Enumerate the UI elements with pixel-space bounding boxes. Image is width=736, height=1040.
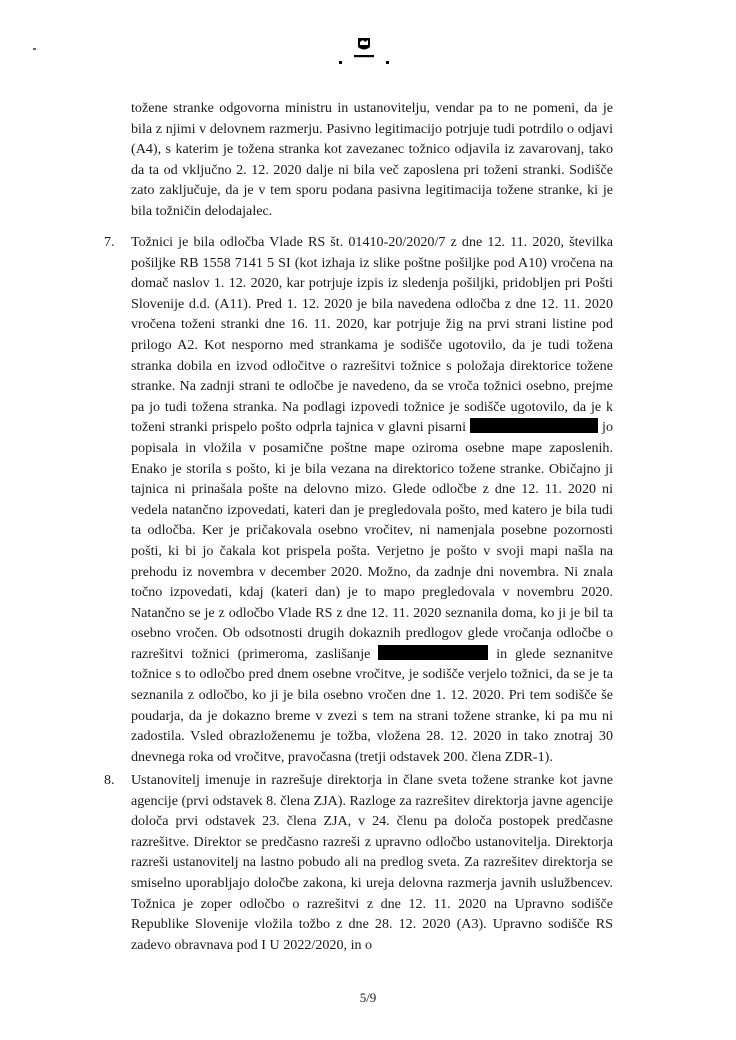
redacted-name-1 bbox=[470, 418, 598, 433]
paragraph-number-8: 8. bbox=[104, 772, 115, 788]
coat-of-arms-icon bbox=[337, 34, 391, 66]
paragraph-7-part3: in glede seznanitve tožnice s to odločbo pred dnem osebne vročitve, je sodišče verjelo tožnici, da se je ta seznanila z odločbo, ko ji je bila osebno vročen dne 1. 12. 2020. Pri tem sodišče še poudarja, da je dokazno breme v zvezi s tem na strani tožene stranke, ki pa mu ni zadostila. Vsled obrazloženemu je tožba, vložena 28. 12. 2020 in tako znotraj 30 dnevnega roka od vročitve, pravočasna (tretji odstavek 200. člena ZDR-1). bbox=[131, 645, 613, 765]
scan-artifact bbox=[33, 48, 36, 50]
page-number: 5/9 bbox=[359, 990, 377, 1005]
paragraph-7 bbox=[131, 232, 613, 767]
paragraph-number-7: 7. bbox=[104, 234, 115, 250]
paragraph-continuation: tožene stranke odgovorna ministru in ustanovitelju, vendar pa to ne pomeni, da je bila z njimi v delovnem razmerju. Pasivno legitimacijo potrjuje tudi potrdilo o odjavi (A4), s katerim je tožena stranka kot zavezanec tožnico odjavila iz zavarovanj, tako da ta od vključno 2. 12. 2020 dalje ni bila več zaposlena pri toženi stranki. Sodišče zato zaključuje, da je v tem sporu podana pasivna legitimacija tožene stranke, ki je bila tožničin delodajalec. bbox=[131, 100, 613, 219]
paragraph-7-part1: Tožnici je bila odločba Vlade RS št. 01410-20/2020/7 z dne 12. 11. 2020, številka pošiljke RB 1558 7141 5 SI (kot izhaja iz slike poštne pošiljke pod A10) vročena na domač naslov 1. 12. 2020, kar potrjuje izpis iz sledenja pošiljki, pridobljen pri Pošti Slovenije d.d. (A11). Pred 1. 12. 2020 je bila navedena odločba z dne 12. 11. 2020 vročena toženi stranki dne 16. 11. 2020, kar potrjuje žig na prvi strani listine pod prilogo A2. Kot nesporno med strankama je sodišče ugotovilo, da je tudi tožena stranka dobila en izvod odločitve o razrešitvi tožnice s položaja direktorice tožene stranke. Na zadnji strani te odločbe je navedeno, da se vroča tožnici osebno, prejme pa jo tudi tožena stranka. Na podlagi izpovedi tožnice je sodišče ugotovilo, da je k toženi stranki prispelo pošto odprla tajnica v glavni pisarni bbox=[131, 234, 613, 436]
paragraph-8: Ustanovitelj imenuje in razrešuje direktorja in člane sveta tožene stranke kot javne agencije (prvi odstavek 8. člena ZJA). Razloge za razrešitev direktorja javne agencije določa prvi odstavek 23. člena ZJA, v 24. členu pa določa postopek predčasne razrešitve. Direktor se predčasno razreši z upravno odločbo ustanovitelja. Direktorja razreši ustanovitelj na lastno pobudo ali na predlog sveta. Za razrešitev direktorja se smiselno uporabljajo določbe zakona, ki ureja delovna razmerja javnih uslužbencev. Tožnica je zoper odločbo o razrešitvi z dne 12. 11. 2020 na Upravno sodišče Republike Slovenije vložila tožbo z dne 28. 12. 2020 (A3). Upravno sodišče RS zadevo obravnava pod I U 2022/2020, in o bbox=[131, 772, 613, 953]
redacted-name-2 bbox=[378, 645, 488, 660]
paragraph-7-part2: jo popisala in vložila v posamične poštne mape oziroma osebne mape zaposlenih. Enako je storila s pošto, ki je bila vezana na direktorico tožene stranke. Običajno ji tajnica ni prinašala pošte na delovno mizo. Glede odločbe z dne 12. 11. 2020 ni vedela natančno izpovedati, kateri dan je pregledovala pošto, med katero je bila tudi ta odločba. Ker je pričakovala osebno vročitev, ni namenjala posebne pozornosti pošti, ki bi jo čakala kot prispela pošta. Verjetno je pošto v svoji mapi našla na prehodu iz novembra v december 2020. Možno, da zadnje dni novembra. Ni znala točno izpovedati, kdaj (kateri dan) je to mapo pregledovala v novembru 2020. Natančno se je z odločbo Vlade RS z dne 12. 11. 2020 seznanila doma, ko ji je bil ta osebno vročen. Ob odsotnosti drugih dokaznih predlogov glede vročanja odločbe o razrešitvi tožnici (primeroma, zaslišanje bbox=[131, 419, 613, 662]
